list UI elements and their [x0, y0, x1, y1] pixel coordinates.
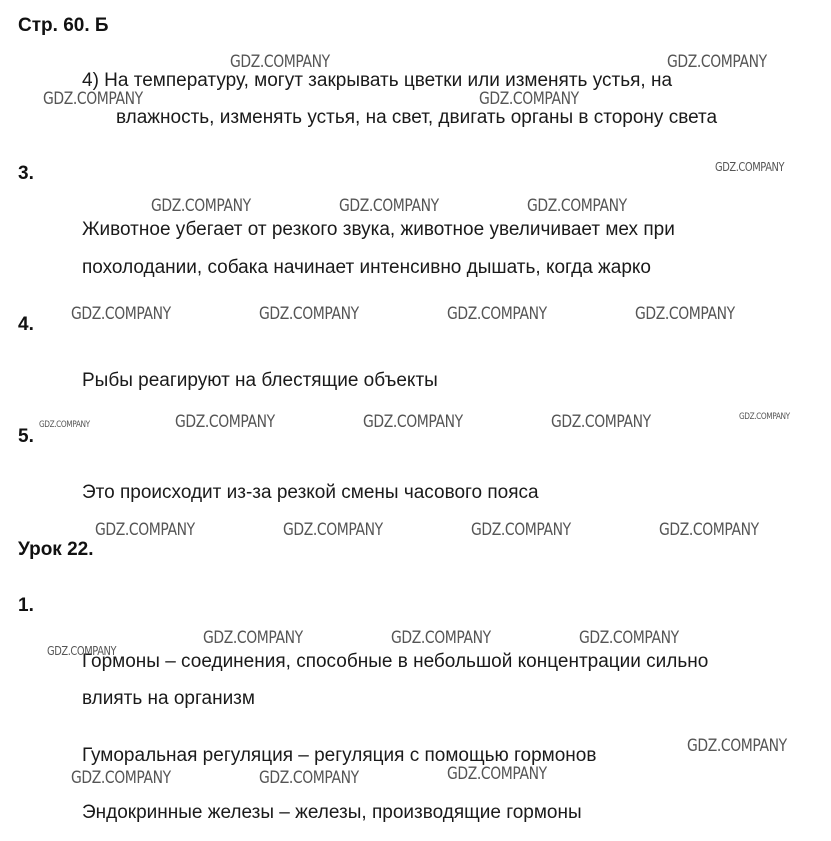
page-reference: Стр. 60. Б	[18, 15, 109, 36]
watermark: GDZ.COMPANY	[667, 52, 767, 72]
watermark: GDZ.COMPANY	[579, 628, 679, 648]
watermark: GDZ.COMPANY	[471, 520, 571, 540]
watermark: GDZ.COMPANY	[447, 304, 547, 324]
watermark: GDZ.COMPANY	[175, 412, 275, 432]
watermark: GDZ.COMPANY	[43, 89, 143, 109]
watermark: GDZ.COMPANY	[71, 304, 171, 324]
watermark: GDZ.COMPANY	[527, 196, 627, 216]
question-5-answer: Это происходит из-за резкой смены часового пояса	[82, 482, 539, 503]
watermark: GDZ.COMPANY	[39, 420, 90, 430]
answer-4-line-1: 4) На температуру, могут закрывать цветки или изменять устья, на	[82, 70, 673, 91]
lesson-title: Урок 22.	[18, 539, 94, 560]
question-3-answer-line-1: Животное убегает от резкого звука, животное увеличивает мех при	[82, 219, 675, 240]
lesson-question-1-line-4: Эндокринные железы – железы, производящие гормоны	[82, 802, 582, 823]
watermark: GDZ.COMPANY	[479, 89, 579, 109]
watermark: GDZ.COMPANY	[447, 764, 547, 784]
watermark: GDZ.COMPANY	[715, 160, 785, 174]
question-3-number: 3.	[18, 163, 34, 184]
watermark: GDZ.COMPANY	[47, 644, 117, 658]
watermark: GDZ.COMPANY	[391, 628, 491, 648]
watermark: GDZ.COMPANY	[283, 520, 383, 540]
answer-4-line-2: влажность, изменять устья, на свет, двигать органы в сторону света	[116, 107, 718, 128]
watermark: GDZ.COMPANY	[259, 768, 359, 788]
watermark: GDZ.COMPANY	[95, 520, 195, 540]
lesson-question-1-number: 1.	[18, 595, 34, 616]
watermark: GDZ.COMPANY	[203, 628, 303, 648]
watermark: GDZ.COMPANY	[151, 196, 251, 216]
lesson-question-1-line-3: Гуморальная регуляция – регуляция с помощью гормонов	[82, 745, 597, 766]
watermark: GDZ.COMPANY	[71, 768, 171, 788]
watermark: GDZ.COMPANY	[259, 304, 359, 324]
question-4-answer: Рыбы реагируют на блестящие объекты	[82, 370, 438, 391]
watermark: GDZ.COMPANY	[339, 196, 439, 216]
watermark: GDZ.COMPANY	[551, 412, 651, 432]
watermark: GDZ.COMPANY	[739, 412, 790, 422]
lesson-question-1-line-1: Гормоны – соединения, способные в небольшой концентрации сильно	[82, 651, 709, 672]
watermark: GDZ.COMPANY	[687, 736, 787, 756]
question-3-answer-line-2: похолодании, собака начинает интенсивно дышать, когда жарко	[82, 257, 651, 278]
watermark: GDZ.COMPANY	[230, 52, 330, 72]
watermark: GDZ.COMPANY	[635, 304, 735, 324]
question-5-number: 5.	[18, 426, 34, 447]
question-4-number: 4.	[18, 314, 34, 335]
watermark: GDZ.COMPANY	[659, 520, 759, 540]
watermark: GDZ.COMPANY	[363, 412, 463, 432]
lesson-question-1-line-2: влиять на организм	[82, 688, 255, 709]
